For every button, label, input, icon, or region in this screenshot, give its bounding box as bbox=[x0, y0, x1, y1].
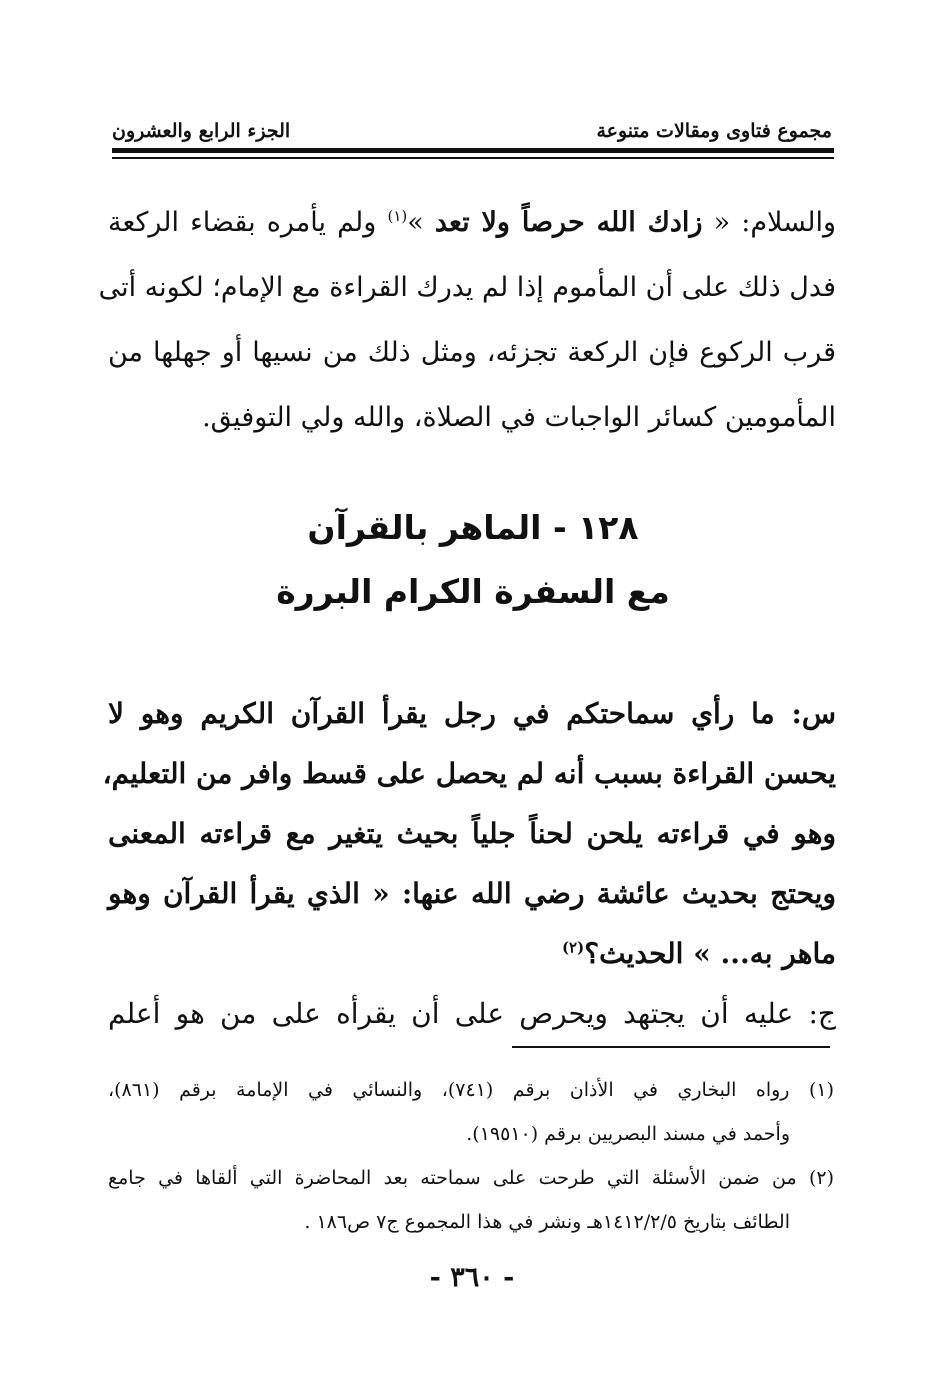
section-title-line-1: ١٢٨ - الماهر بالقرآن bbox=[307, 508, 639, 547]
question-line: يحسن القراءة بسبب أنه لم يحصل على قسط وافر من التعليم، bbox=[102, 757, 836, 790]
footnote-2-line-2: الطائف بتاريخ ١٤١٢/٢/٥هـ ونشر في هذا المجموع ج٧ ص١٨٦ . bbox=[304, 1211, 790, 1233]
question-line: ويحتج بحديث عائشة رضي الله عنها: « الذي يقرأ القرآن وهو bbox=[108, 877, 836, 910]
question-line: س: ما رأي سماحتكم في رجل يقرأ القرآن الكريم وهو لا bbox=[108, 697, 836, 730]
footnote-1-line-1: (١) رواه البخاري في الأذان برقم (٧٤١)، والنسائي في الإمامة برقم (٨٦١)، bbox=[108, 1079, 835, 1101]
volume-label: الجزء الرابع والعشرون bbox=[112, 120, 291, 142]
opening-paragraph bbox=[98, 190, 836, 450]
footnote-2-line-1: (٢) من ضمن الأسئلة التي طرحت على سماحته بعد المحاضرة التي ألقاها في جامع bbox=[108, 1167, 834, 1189]
question-line: وهو في قراءته يلحن لحناً جلياً بحيث يتغير مع قراءته المعنى bbox=[108, 817, 836, 850]
section-title-line-2: مع السفرة الكرام البررة bbox=[276, 572, 670, 611]
question-line: ماهر به... » الحديث؟$^{(٢)}$ bbox=[561, 937, 836, 970]
paragraph-line: فدل ذلك على أن المأموم إذا لم يدرك القراءة مع الإمام؛ لكونه أتى bbox=[98, 272, 836, 303]
header-rule-thin bbox=[112, 157, 834, 159]
running-header bbox=[112, 112, 832, 142]
hadith-quote: زادك الله حرصاً ولا تعد bbox=[434, 207, 703, 238]
question-answer-block bbox=[102, 684, 836, 1044]
paragraph-line: قرب الركوع فإن الركعة تجزئه، ومثل ذلك من نسيها أو جهلها من bbox=[108, 337, 836, 368]
footnote-1-line-2: وأحمد في مسند البصريين برقم (١٩٥١٠). bbox=[466, 1123, 790, 1145]
footnote-ref-1: (١) bbox=[387, 207, 408, 225]
page-number: - ٣٦٠ - bbox=[429, 1262, 515, 1293]
paragraph-line: المأمومين كسائر الواجبات في الصلاة، والله ولي التوفيق. bbox=[202, 402, 836, 433]
paragraph-line: والسلام: « زادك الله حرصاً ولا تعد »$^{(١)}$ ولم يأمره بقضاء الركعة bbox=[108, 207, 836, 238]
footnote-ref-2: (٢) bbox=[561, 938, 585, 957]
answer-line: ج: عليه أن يجتهد ويحرص على أن يقرأه على من هو أعلم bbox=[108, 997, 836, 1030]
footnotes bbox=[108, 1068, 834, 1244]
book-title: مجموع فتاوى ومقالات متنوعة bbox=[596, 120, 832, 142]
footnote-separator bbox=[512, 1046, 830, 1048]
header-rule-thick bbox=[112, 148, 834, 153]
